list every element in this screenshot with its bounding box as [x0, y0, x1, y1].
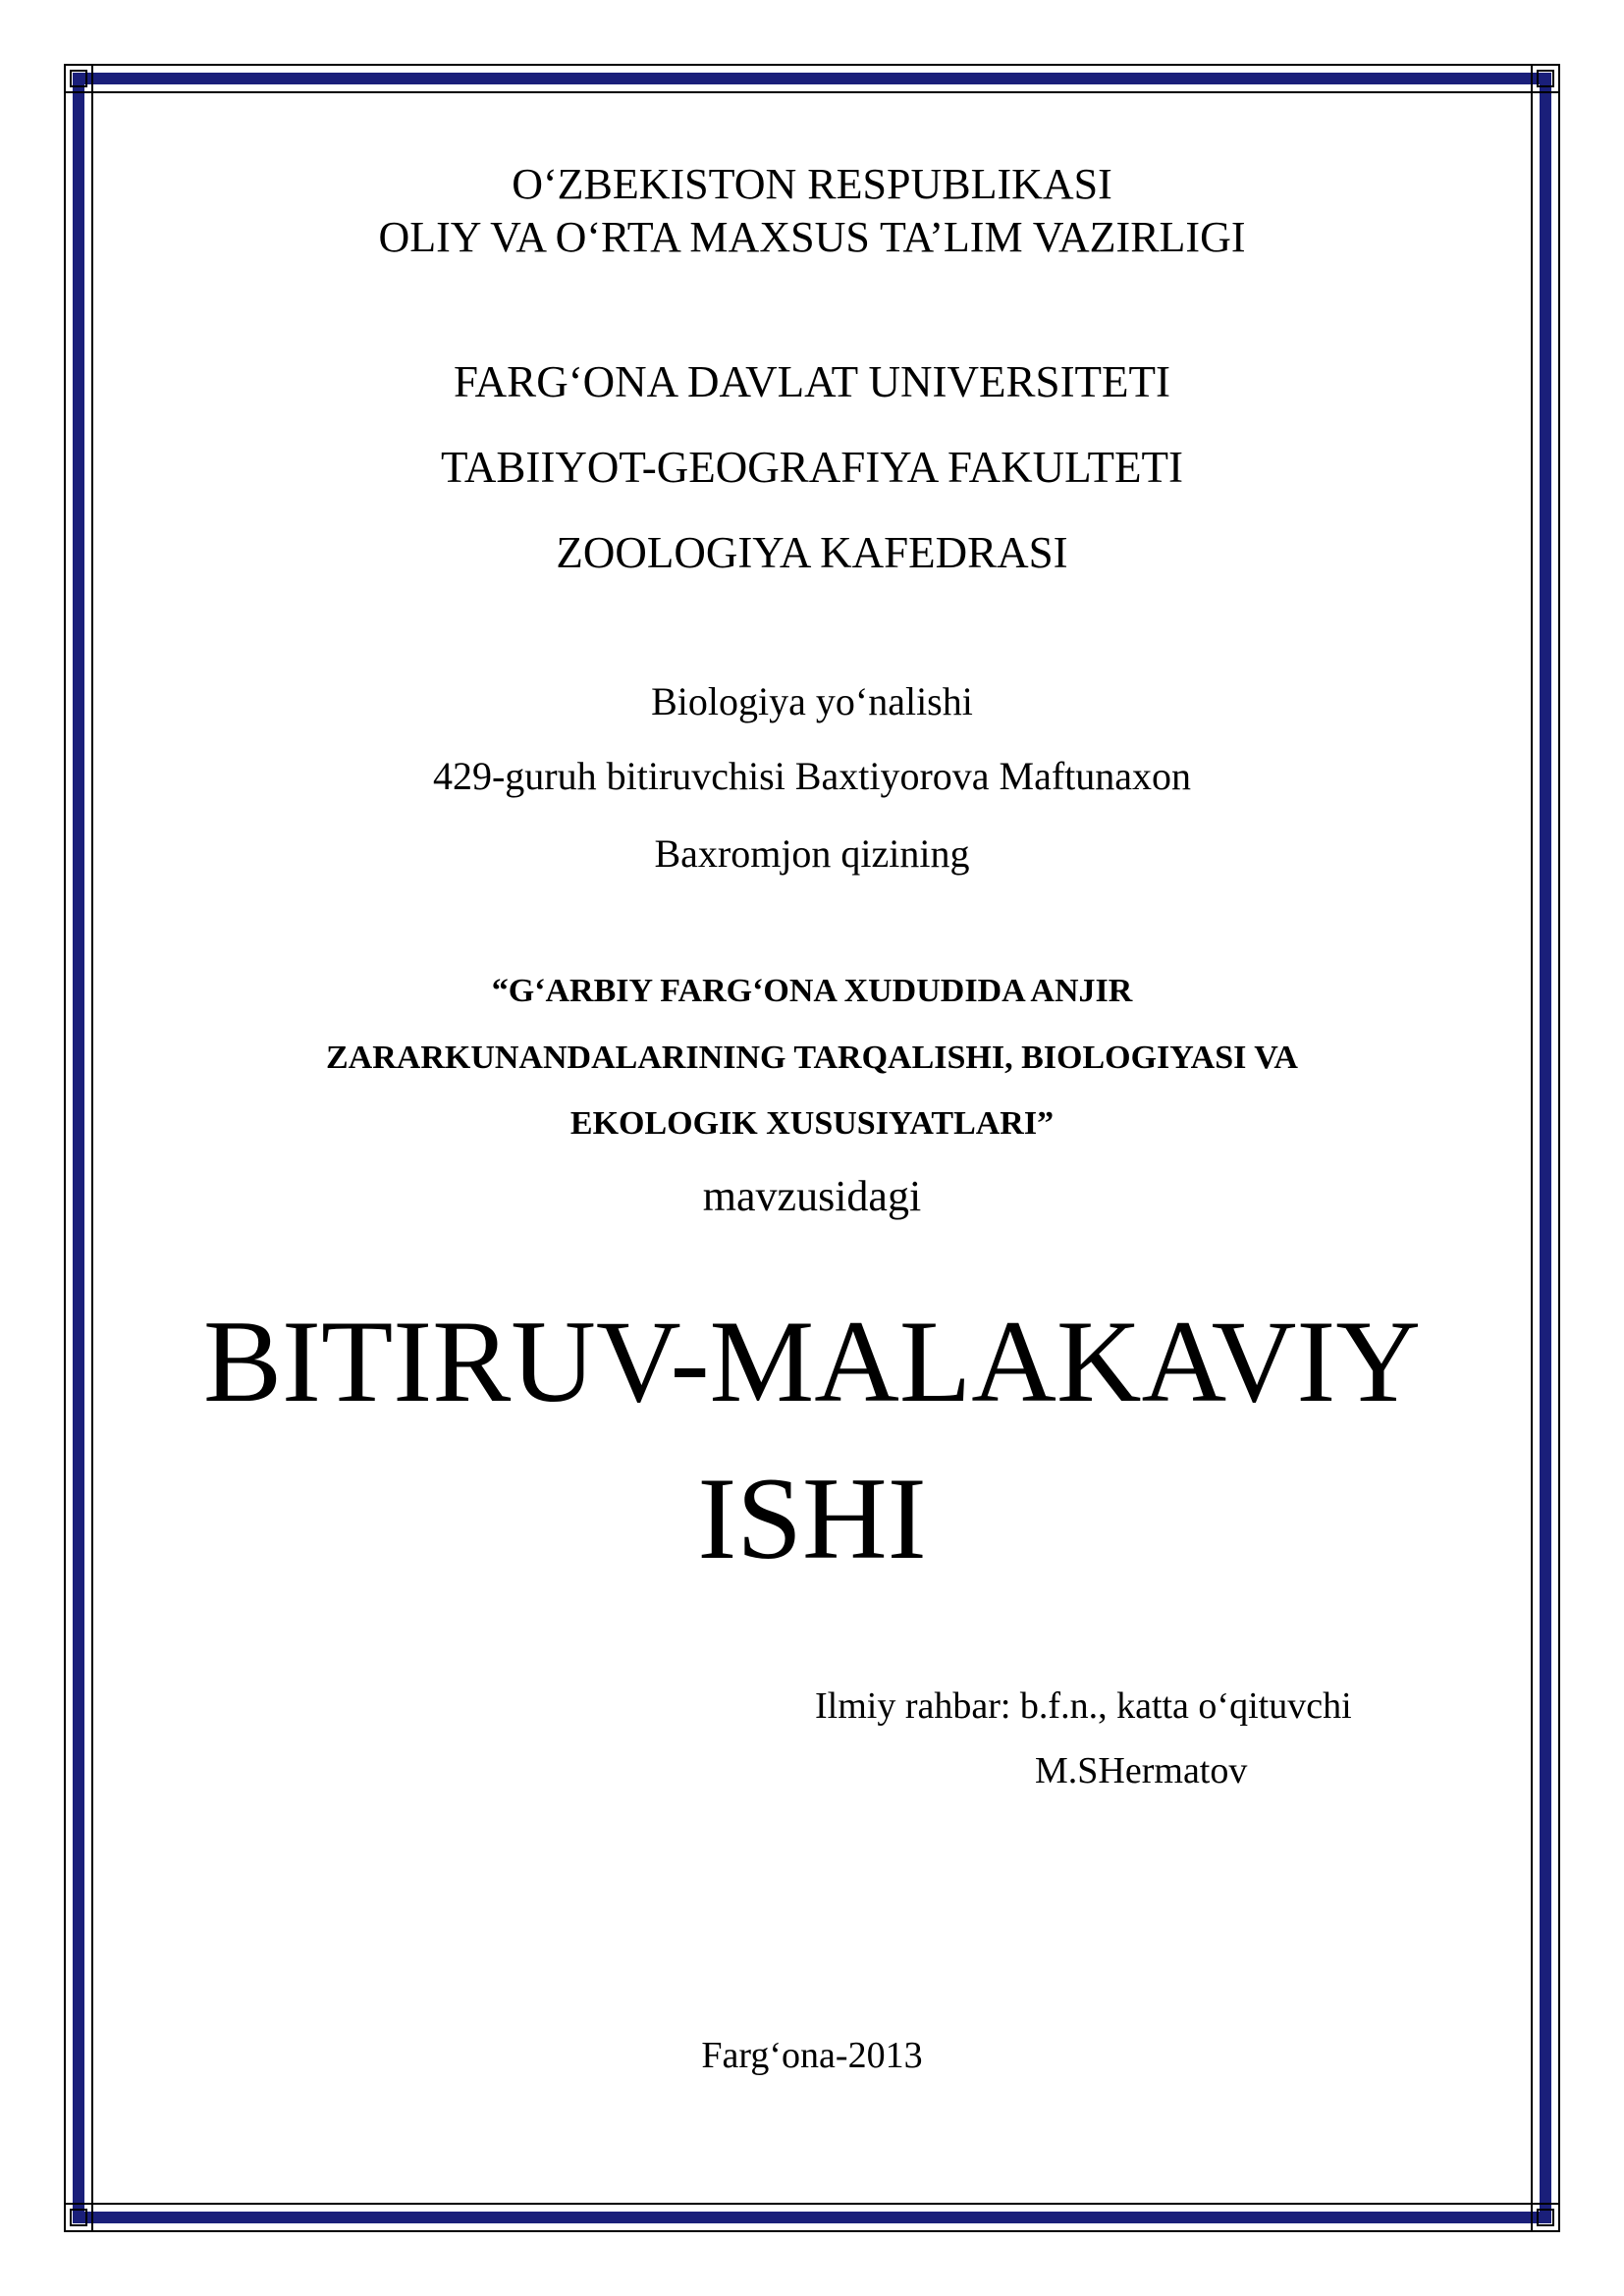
country-name: O‘ZBEKISTON RESPUBLIKASI — [512, 160, 1112, 208]
city-year: Farg‘ona-2013 — [701, 2035, 923, 2076]
study-direction: Biologiya yo‘nalishi — [651, 679, 973, 723]
topic-suffix: mavzusidagi — [702, 1172, 922, 1220]
student-line-2: Baxromjon qizining — [654, 831, 970, 876]
topic-line-1: “G‘ARBIY FARG‘ONA XUDUDIDA ANJIR — [491, 973, 1133, 1009]
supervisor-name: M.SHermatov — [1035, 1750, 1248, 1791]
topic-line-3: EKOLOGIK XUSUSIYATLARI” — [569, 1105, 1055, 1142]
student-line-1: 429-guruh bitiruvchisi Baxtiyorova Maftunaxon — [432, 754, 1192, 798]
work-type-line-2: ISHI — [697, 1453, 927, 1583]
supervisor-label: Ilmiy rahbar: b.f.n., katta o‘qituvchi — [815, 1685, 1352, 1727]
topic-line-2: ZARARKUNANDALARINING TARQALISHI, BIOLOGIYASI VA — [325, 1040, 1298, 1076]
ministry-name: OLIY VA O‘RTA MAXSUS TA’LIM VAZIRLIGI — [378, 213, 1246, 261]
work-type-line-1: BITIRUV-MALAKAVIY — [202, 1296, 1422, 1426]
department-name: ZOOLOGIYA KAFEDRASI — [556, 528, 1068, 577]
university-name: FARG‘ONA DAVLAT UNIVERSITETI — [454, 357, 1170, 406]
faculty-name: TABIIYOT-GEOGRAFIYA FAKULTETI — [441, 443, 1183, 492]
